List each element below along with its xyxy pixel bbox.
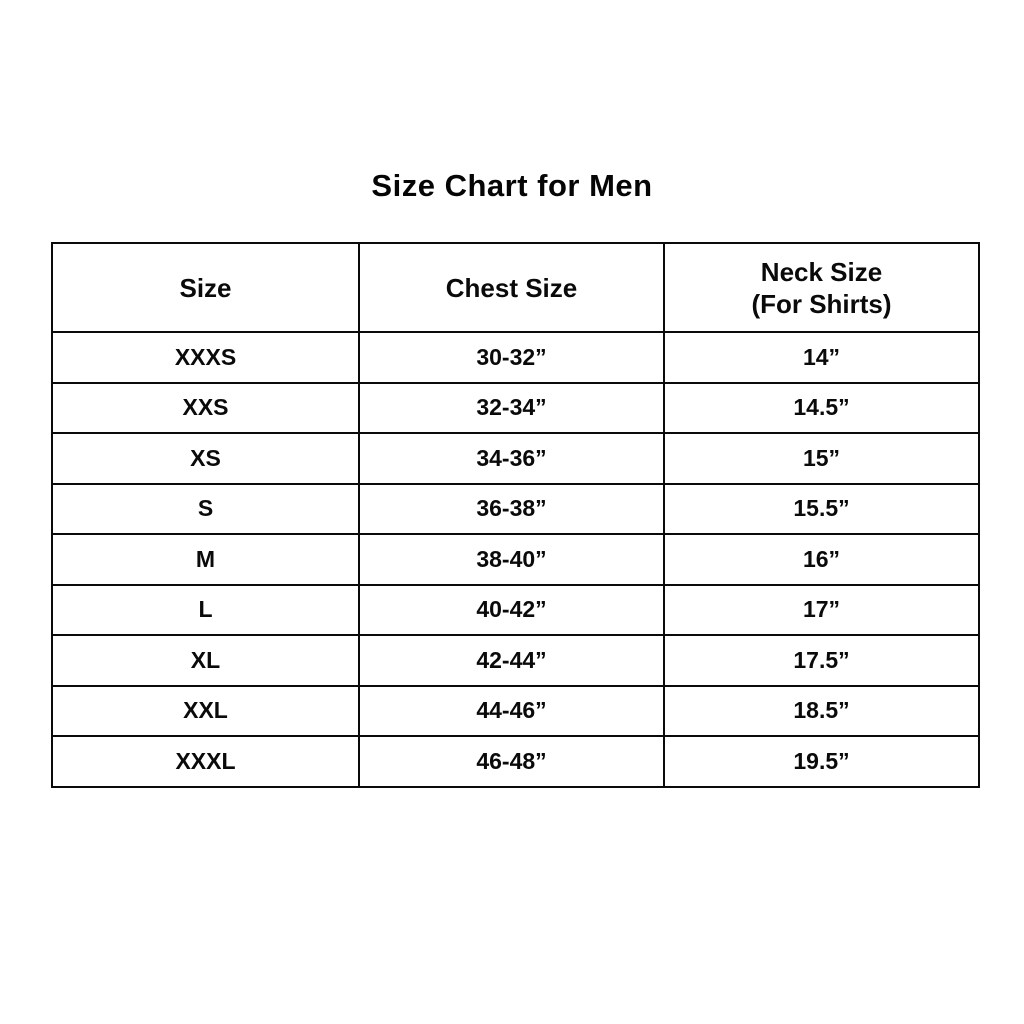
neck-size-cell: 17.5” <box>664 635 979 686</box>
size-cell: S <box>52 484 359 535</box>
neck-size-cell: 14.5” <box>664 383 979 434</box>
size-chart-table <box>51 242 980 788</box>
size-cell: XL <box>52 635 359 686</box>
column-header-label: Size <box>179 272 232 303</box>
table-row <box>52 686 979 737</box>
table-row <box>52 484 979 535</box>
size-cell: XXS <box>52 383 359 434</box>
chest-size-cell: 32-34” <box>359 383 664 434</box>
size-cell: XXXS <box>52 332 359 383</box>
chest-size-cell: 38-40” <box>359 534 664 585</box>
chest-size-cell: 42-44” <box>359 635 664 686</box>
chest-size-cell: 34-36” <box>359 433 664 484</box>
size-cell: XXXL <box>52 736 359 787</box>
table-row <box>52 635 979 686</box>
neck-size-cell: 16” <box>664 534 979 585</box>
table-row <box>52 736 979 787</box>
neck-size-cell: 15” <box>664 433 979 484</box>
table-row <box>52 585 979 636</box>
chest-size-cell: 46-48” <box>359 736 664 787</box>
size-cell: XXL <box>52 686 359 737</box>
chest-size-cell: 30-32” <box>359 332 664 383</box>
neck-size-cell: 19.5” <box>664 736 979 787</box>
neck-size-cell: 14” <box>664 332 979 383</box>
column-header-label: Chest Size <box>445 272 578 303</box>
chest-size-cell: 36-38” <box>359 484 664 535</box>
page-title: Size Chart for Men <box>371 168 653 203</box>
chest-size-cell: 40-42” <box>359 585 664 636</box>
column-header-neck-size <box>664 243 979 332</box>
table-row <box>52 383 979 434</box>
column-header-label: Neck Size <box>760 256 883 287</box>
column-header-chest-size <box>359 243 664 332</box>
column-header-size <box>52 243 359 332</box>
size-cell: L <box>52 585 359 636</box>
size-cell: M <box>52 534 359 585</box>
table-row <box>52 332 979 383</box>
neck-size-cell: 18.5” <box>664 686 979 737</box>
column-header-sublabel: (For Shirts) <box>751 288 892 319</box>
neck-size-cell: 17” <box>664 585 979 636</box>
table-row <box>52 534 979 585</box>
chest-size-cell: 44-46” <box>359 686 664 737</box>
neck-size-cell: 15.5” <box>664 484 979 535</box>
table-row <box>52 433 979 484</box>
size-cell: XS <box>52 433 359 484</box>
header-row <box>52 243 979 332</box>
